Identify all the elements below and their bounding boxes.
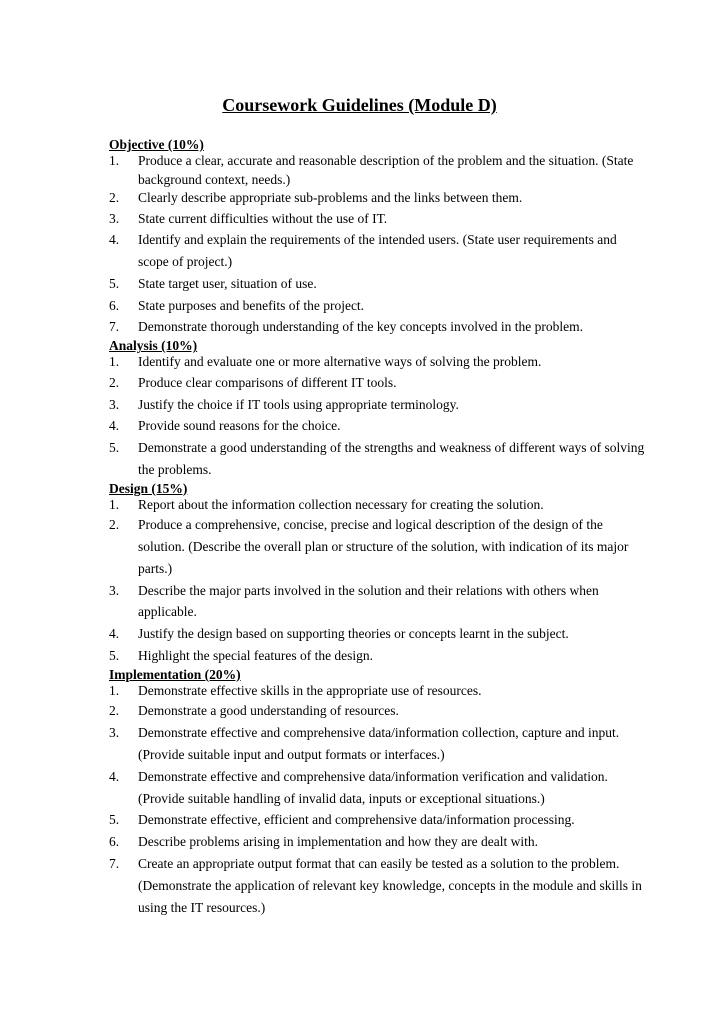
section-analysis	[109, 338, 649, 480]
list-item	[109, 295, 649, 317]
list-item	[109, 496, 649, 515]
item-text: Highlight the special features of the design.	[138, 648, 374, 664]
item-text: Report about the information collection necessary for creating the solution.	[138, 496, 544, 512]
item-number: 3.	[109, 210, 120, 226]
item-number: 2.	[109, 517, 120, 533]
section-heading: Design (15%)	[109, 480, 188, 496]
item-number: 3.	[109, 582, 120, 598]
list-item	[109, 273, 649, 295]
item-number: 1.	[109, 496, 120, 512]
item-text: Clearly describe appropriate sub-problems and the links between them.	[138, 190, 523, 205]
item-text: Demonstrate thorough understanding of the key concepts involved in the problem.	[138, 319, 584, 335]
list-item	[109, 645, 649, 667]
list-item	[109, 189, 649, 208]
item-text: Describe the major parts involved in the solution and their relations with others when applicable.	[138, 582, 599, 620]
item-text: Provide sound reasons for the choice.	[138, 418, 341, 434]
item-number: 5.	[109, 812, 120, 828]
item-text: Demonstrate effective skills in the appropriate use of resources.	[138, 682, 482, 698]
section-heading: Analysis (10%)	[109, 338, 198, 354]
list-item	[109, 623, 649, 645]
section-implementation	[109, 667, 649, 918]
list-item	[109, 682, 649, 701]
item-text: Justify the choice if IT tools using appropriate terminology.	[138, 396, 459, 412]
list-item	[109, 415, 649, 437]
section-objective	[109, 137, 649, 338]
section-heading: Objective (10%)	[109, 137, 204, 152]
item-text: Demonstrate effective, efficient and comprehensive data/information processing.	[138, 812, 575, 828]
item-number: 2.	[109, 190, 120, 205]
item-number: 2.	[109, 703, 120, 719]
item-number: 1.	[109, 153, 120, 168]
list-item	[109, 853, 649, 918]
item-text: Produce a clear, accurate and reasonable description of the problem and the situation. (State background context, needs.)	[138, 153, 634, 187]
item-number: 7.	[109, 855, 120, 871]
list-item	[109, 514, 649, 579]
list-item	[109, 372, 649, 394]
list-item	[109, 437, 649, 481]
list-item	[109, 766, 649, 810]
list-item	[109, 152, 649, 189]
list-item	[109, 353, 649, 372]
item-text: Justify the design based on supporting theories or concepts learnt in the subject.	[138, 626, 569, 642]
list-item	[109, 831, 649, 853]
page-title: Coursework Guidelines (Module D)	[222, 95, 497, 115]
item-number: 5.	[109, 275, 120, 291]
list-item	[109, 722, 649, 766]
item-text: Describe problems arising in implementation and how they are dealt with.	[138, 834, 539, 850]
item-number: 5.	[109, 440, 120, 456]
item-number: 4.	[109, 418, 120, 434]
list-item	[109, 316, 649, 338]
list-item	[109, 700, 649, 722]
item-text: Demonstrate effective and comprehensive data/information collection, capture and input. (Provide suitable input and output formats or interfaces.)	[138, 725, 620, 762]
list-item	[109, 580, 649, 624]
item-text: State purposes and benefits of the project.	[138, 297, 365, 313]
item-text: Produce a comprehensive, concise, precise and logical description of the design of the solution. (Describe the overall plan or structure of the solution, with indication of its major parts.)	[138, 517, 629, 576]
item-number: 4.	[109, 626, 120, 642]
item-text: Demonstrate a good understanding of the strengths and weakness of different ways of solving the problems.	[138, 440, 645, 477]
item-number: 5.	[109, 648, 120, 664]
list-item	[109, 229, 649, 273]
item-number: 3.	[109, 725, 120, 741]
list-item	[109, 809, 649, 831]
item-number: 7.	[109, 319, 120, 335]
list-item	[109, 394, 649, 416]
item-number: 2.	[109, 374, 120, 390]
item-text: Identify and evaluate one or more alternative ways of solving the problem.	[138, 354, 542, 370]
item-number: 6.	[109, 297, 120, 313]
list-item	[109, 208, 649, 230]
document-body	[109, 137, 649, 918]
item-number: 1.	[109, 682, 120, 698]
item-number: 1.	[109, 354, 120, 370]
section-heading: Implementation (20%)	[109, 666, 241, 682]
item-number: 4.	[109, 232, 120, 248]
item-text: Create an appropriate output format that can easily be tested as a solution to the problem. (Demonstrate the application of relevant key knowledge, concepts in the module and skills in using the IT resources.)	[138, 855, 642, 915]
item-text: Demonstrate effective and comprehensive data/information verification and validation. (Provide suitable handling of invalid data, inputs or exceptional situations.)	[138, 768, 608, 806]
item-text: Produce clear comparisons of different IT tools.	[138, 374, 397, 390]
item-text: State target user, situation of use.	[138, 275, 317, 291]
item-number: 6.	[109, 834, 120, 850]
section-design	[109, 481, 649, 667]
item-text: Identify and explain the requirements of the intended users. (State user requirements and scope of project.)	[138, 232, 617, 270]
item-number: 4.	[109, 768, 120, 784]
item-text: State current difficulties without the use of IT.	[138, 210, 388, 226]
item-text: Demonstrate a good understanding of resources.	[138, 703, 399, 719]
item-number: 3.	[109, 396, 120, 412]
